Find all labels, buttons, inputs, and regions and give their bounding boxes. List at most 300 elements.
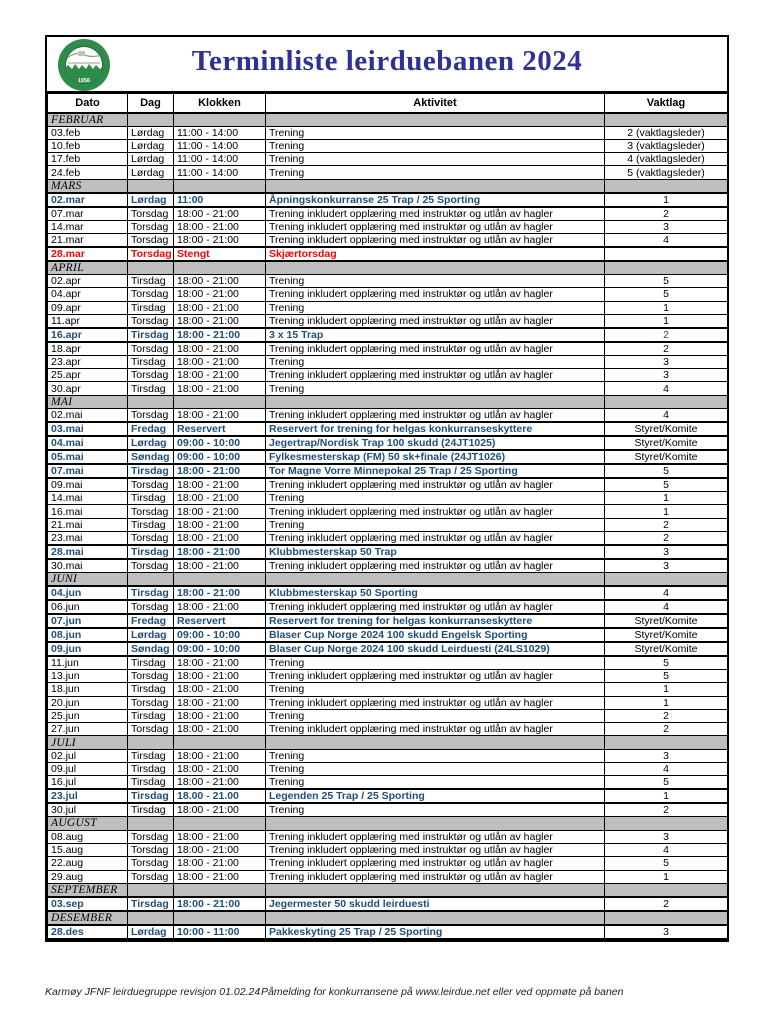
cell-dato: 23.mai [48, 531, 128, 545]
cell-dag: Lørdag [128, 925, 174, 939]
cell-vaktlag: 1 [605, 492, 728, 505]
cell-aktivitet: Trening inkludert opplæring med instruktør og utlån av hagler [266, 696, 605, 709]
cell-aktivitet: 3 x 15 Trap [266, 328, 605, 342]
schedule-table [47, 93, 728, 940]
cell-klokken: 18:00 - 21:00 [174, 776, 266, 790]
cell-dato: 03.feb [48, 126, 128, 139]
cell-klokken: 18:00 - 21:00 [174, 709, 266, 722]
cell-vaktlag: 5 [605, 274, 728, 287]
cell-dato: 09.mai [48, 478, 128, 492]
cell-vaktlag: 5 (vaktlagsleder) [605, 166, 728, 179]
schedule-row [48, 709, 728, 722]
cell-aktivitet: Trening [266, 166, 605, 179]
month-empty-cell [128, 261, 174, 275]
schedule-row [48, 193, 728, 207]
cell-klokken: 18:00 - 21:00 [174, 478, 266, 492]
cell-aktivitet: Trening inkludert opplæring med instruktør og utlån av hagler [266, 559, 605, 573]
schedule-row [48, 288, 728, 301]
schedule-row [48, 233, 728, 247]
cell-vaktlag: 3 [605, 830, 728, 843]
month-empty-cell [128, 911, 174, 925]
cell-klokken: 18:00 - 21:00 [174, 382, 266, 395]
cell-dag: Tirsdag [128, 492, 174, 505]
cell-dag: Fredag [128, 422, 174, 436]
cell-vaktlag: 4 [605, 382, 728, 395]
cell-aktivitet: Trening inkludert opplæring med instruktør og utlån av hagler [266, 409, 605, 423]
cell-klokken: 18:00 - 21:00 [174, 492, 266, 505]
cell-dato: 14.mai [48, 492, 128, 505]
cell-dato: 29.aug [48, 870, 128, 883]
cell-aktivitet: Trening inkludert opplæring med instruktør og utlån av hagler [266, 233, 605, 247]
cell-dag: Torsdag [128, 600, 174, 614]
schedule-row [48, 518, 728, 531]
cell-dag: Tirsdag [128, 274, 174, 287]
col-header-aktivitet: Aktivitet [266, 94, 605, 113]
cell-dag: Torsdag [128, 559, 174, 573]
schedule-row [48, 422, 728, 436]
cell-dag: Torsdag [128, 409, 174, 423]
cell-dato: 02.mar [48, 193, 128, 207]
cell-klokken: 18:00 - 21:00 [174, 870, 266, 883]
cell-aktivitet: Reservert for trening for helgas konkurranseskyttere [266, 422, 605, 436]
cell-aktivitet: Åpningskonkurranse 25 Trap / 25 Sporting [266, 193, 605, 207]
cell-vaktlag: 2 [605, 709, 728, 722]
cell-vaktlag: 3 [605, 925, 728, 939]
month-empty-cell [128, 113, 174, 127]
cell-vaktlag: 1 [605, 314, 728, 328]
cell-klokken: 18:00 - 21:00 [174, 505, 266, 518]
schedule-row [48, 545, 728, 559]
cell-dato: 07.mar [48, 207, 128, 221]
cell-aktivitet: Trening [266, 153, 605, 166]
month-empty-cell [605, 395, 728, 408]
cell-dag: Tirsdag [128, 382, 174, 395]
schedule-row [48, 207, 728, 221]
schedule-row [48, 531, 728, 545]
cell-vaktlag: 2 [605, 518, 728, 531]
schedule-row [48, 669, 728, 682]
cell-aktivitet: Trening [266, 274, 605, 287]
cell-aktivitet: Blaser Cup Norge 2024 100 skudd Engelsk Sporting [266, 628, 605, 642]
cell-klokken: 18:00 - 21:00 [174, 328, 266, 342]
schedule-row [48, 247, 728, 261]
month-empty-cell [174, 395, 266, 408]
cell-dato: 07.mai [48, 464, 128, 478]
schedule-row [48, 600, 728, 614]
cell-dag: Torsdag [128, 314, 174, 328]
month-label: JULI [48, 736, 128, 749]
cell-vaktlag: 5 [605, 857, 728, 870]
cell-dato: 21.mai [48, 518, 128, 531]
cell-vaktlag: 1 [605, 683, 728, 696]
cell-klokken: 18:00 - 21:00 [174, 669, 266, 682]
month-label: MAI [48, 395, 128, 408]
cell-dato: 06.jun [48, 600, 128, 614]
cell-aktivitet: Trening [266, 492, 605, 505]
cell-dag: Torsdag [128, 288, 174, 301]
cell-aktivitet: Reservert for trening for helgas konkurranseskyttere [266, 614, 605, 628]
cell-dato: 23.apr [48, 355, 128, 368]
cell-dag: Torsdag [128, 369, 174, 382]
month-empty-cell [605, 817, 728, 830]
cell-aktivitet: Trening inkludert opplæring med instruktør og utlån av hagler [266, 843, 605, 856]
cell-aktivitet: Trening [266, 518, 605, 531]
cell-vaktlag: 4 (vaktlagsleder) [605, 153, 728, 166]
schedule-row [48, 614, 728, 628]
cell-klokken: 18:00 - 21:00 [174, 464, 266, 478]
cell-aktivitet: Trening inkludert opplæring med instruktør og utlån av hagler [266, 288, 605, 301]
cell-dag: Lørdag [128, 193, 174, 207]
schedule-row [48, 409, 728, 423]
schedule-row [48, 314, 728, 328]
cell-aktivitet: Trening inkludert opplæring med instruktør og utlån av hagler [266, 478, 605, 492]
cell-aktivitet: Trening [266, 382, 605, 395]
cell-aktivitet: Blaser Cup Norge 2024 100 skudd Leirduesti (24LS1029) [266, 642, 605, 656]
cell-klokken: 18:00 - 21:00 [174, 233, 266, 247]
cell-aktivitet: Klubbmesterskap 50 Trap [266, 545, 605, 559]
title-bar [47, 37, 727, 93]
cell-aktivitet: Fylkesmesterskap (FM) 50 sk+finale (24JT1026) [266, 450, 605, 464]
cell-klokken: 09:00 - 10:00 [174, 436, 266, 450]
cell-klokken: 18:00 - 21:00 [174, 600, 266, 614]
cell-aktivitet: Trening inkludert opplæring med instruktør og utlån av hagler [266, 830, 605, 843]
cell-dato: 08.jun [48, 628, 128, 642]
cell-dato: 02.mai [48, 409, 128, 423]
cell-vaktlag: 4 [605, 233, 728, 247]
cell-vaktlag: 1 [605, 696, 728, 709]
month-header-row [48, 572, 728, 586]
cell-klokken: 18:00 - 21:00 [174, 897, 266, 911]
cell-dato: 28.mai [48, 545, 128, 559]
month-empty-cell [605, 261, 728, 275]
cell-dag: Torsdag [128, 207, 174, 221]
schedule-row [48, 642, 728, 656]
schedule-row [48, 126, 728, 139]
cell-dag: Lørdag [128, 628, 174, 642]
cell-aktivitet: Trening inkludert opplæring med instruktør og utlån av hagler [266, 857, 605, 870]
cell-dato: 04.apr [48, 288, 128, 301]
schedule-row [48, 301, 728, 314]
month-empty-cell [605, 883, 728, 897]
cell-dato: 30.apr [48, 382, 128, 395]
cell-aktivitet: Trening inkludert opplæring med instruktør og utlån av hagler [266, 314, 605, 328]
month-label: JUNI [48, 572, 128, 586]
schedule-body [48, 113, 728, 939]
month-empty-cell [266, 113, 605, 127]
cell-vaktlag: 5 [605, 669, 728, 682]
month-empty-cell [128, 572, 174, 586]
month-label: DESEMBER [48, 911, 128, 925]
cell-vaktlag: 1 [605, 789, 728, 803]
cell-klokken: 18:00 - 21:00 [174, 763, 266, 776]
cell-dato: 14.mar [48, 220, 128, 233]
schedule-row [48, 749, 728, 762]
cell-vaktlag: 5 [605, 464, 728, 478]
page-title: Terminliste leirduebanen 2024 [191, 45, 583, 77]
schedule-sheet [45, 35, 729, 942]
month-header-row [48, 113, 728, 127]
cell-aktivitet: Skjærtorsdag [266, 247, 605, 261]
cell-vaktlag: 3 [605, 369, 728, 382]
schedule-row [48, 628, 728, 642]
month-empty-cell [128, 883, 174, 897]
cell-dag: Torsdag [128, 531, 174, 545]
cell-dato: 16.apr [48, 328, 128, 342]
cell-klokken: 09:00 - 10:00 [174, 642, 266, 656]
cell-dag: Lørdag [128, 153, 174, 166]
cell-dag: Torsdag [128, 669, 174, 682]
schedule-row [48, 505, 728, 518]
schedule-row [48, 776, 728, 790]
month-empty-cell [266, 572, 605, 586]
cell-dato: 11.apr [48, 314, 128, 328]
cell-aktivitet: Klubbmesterskap 50 Sporting [266, 586, 605, 600]
month-empty-cell [128, 817, 174, 830]
schedule-row [48, 683, 728, 696]
cell-vaktlag: Styret/Komite [605, 436, 728, 450]
month-header-row [48, 883, 728, 897]
cell-dag: Tirsdag [128, 683, 174, 696]
cell-klokken: Reservert [174, 614, 266, 628]
cell-aktivitet: Trening [266, 126, 605, 139]
month-empty-cell [266, 817, 605, 830]
cell-aktivitet: Trening inkludert opplæring med instruktør og utlån av hagler [266, 870, 605, 883]
cell-aktivitet: Jegertrap/Nordisk Trap 100 skudd (24JT1025) [266, 436, 605, 450]
cell-vaktlag: 2 [605, 328, 728, 342]
cell-dato: 08.aug [48, 830, 128, 843]
month-empty-cell [174, 572, 266, 586]
cell-dag: Tirsdag [128, 897, 174, 911]
month-label: SEPTEMBER [48, 883, 128, 897]
schedule-row [48, 328, 728, 342]
cell-dato: 03.sep [48, 897, 128, 911]
cell-vaktlag: 1 [605, 870, 728, 883]
month-header-row [48, 395, 728, 408]
cell-dag: Torsdag [128, 247, 174, 261]
cell-dag: Tirsdag [128, 709, 174, 722]
cell-klokken: 18:00 - 21:00 [174, 531, 266, 545]
month-empty-cell [605, 113, 728, 127]
schedule-row [48, 153, 728, 166]
cell-dag: Torsdag [128, 220, 174, 233]
cell-aktivitet: Trening inkludert opplæring med instruktør og utlån av hagler [266, 600, 605, 614]
cell-klokken: 18:00 - 21:00 [174, 355, 266, 368]
cell-aktivitet: Trening inkludert opplæring med instruktør og utlån av hagler [266, 505, 605, 518]
cell-dag: Tirsdag [128, 355, 174, 368]
col-header-vaktlag: Vaktlag [605, 94, 728, 113]
cell-aktivitet: Trening inkludert opplæring med instruktør og utlån av hagler [266, 220, 605, 233]
month-empty-cell [266, 911, 605, 925]
cell-aktivitet: Trening [266, 301, 605, 314]
month-empty-cell [266, 395, 605, 408]
col-header-klokken: Klokken [174, 94, 266, 113]
cell-dato: 20.jun [48, 696, 128, 709]
cell-dato: 30.mai [48, 559, 128, 573]
month-header-row [48, 261, 728, 275]
schedule-row [48, 492, 728, 505]
cell-klokken: 18:00 - 21:00 [174, 656, 266, 670]
cell-dato: 18.apr [48, 342, 128, 356]
cell-vaktlag: 1 [605, 301, 728, 314]
cell-dato: 02.jul [48, 749, 128, 762]
cell-klokken: Reservert [174, 422, 266, 436]
month-empty-cell [174, 883, 266, 897]
col-header-dato: Dato [48, 94, 128, 113]
cell-klokken: 18:00 - 21:00 [174, 518, 266, 531]
cell-klokken: 18:00 - 21:00 [174, 220, 266, 233]
schedule-row [48, 763, 728, 776]
cell-vaktlag: 4 [605, 600, 728, 614]
cell-aktivitet: Trening [266, 139, 605, 152]
cell-dato: 09.jul [48, 763, 128, 776]
cell-dato: 21.mar [48, 233, 128, 247]
cell-vaktlag: 2 [605, 207, 728, 221]
cell-klokken: 18:00 - 21:00 [174, 843, 266, 856]
cell-dato: 18.jun [48, 683, 128, 696]
schedule-row [48, 870, 728, 883]
cell-klokken: 18:00 - 21:00 [174, 207, 266, 221]
cell-klokken: 18.00 - 21.00 [174, 789, 266, 803]
cell-klokken: 18:00 - 21:00 [174, 409, 266, 423]
cell-dato: 09.apr [48, 301, 128, 314]
schedule-row [48, 139, 728, 152]
schedule-row [48, 843, 728, 856]
cell-dato: 27.jun [48, 723, 128, 736]
cell-vaktlag: 4 [605, 409, 728, 423]
cell-dag: Tirsdag [128, 763, 174, 776]
cell-dag: Lørdag [128, 436, 174, 450]
cell-vaktlag [605, 247, 728, 261]
cell-dato: 17.feb [48, 153, 128, 166]
col-header-dag: Dag [128, 94, 174, 113]
schedule-row [48, 369, 728, 382]
cell-dag: Tirsdag [128, 545, 174, 559]
cell-vaktlag: 3 [605, 545, 728, 559]
cell-dag: Tirsdag [128, 328, 174, 342]
cell-dag: Tirsdag [128, 301, 174, 314]
month-header-row [48, 736, 728, 749]
schedule-row [48, 464, 728, 478]
cell-aktivitet: Trening inkludert opplæring med instruktør og utlån av hagler [266, 342, 605, 356]
month-empty-cell [605, 179, 728, 193]
schedule-row [48, 656, 728, 670]
cell-dato: 03.mai [48, 422, 128, 436]
month-header-row [48, 911, 728, 925]
cell-dato: 13.jun [48, 669, 128, 682]
month-empty-cell [174, 179, 266, 193]
footer-signup-note: Påmelding for konkurransene på www.leirdue.net eller ved oppmøte på banen [261, 986, 624, 998]
cell-dag: Tirsdag [128, 464, 174, 478]
cell-vaktlag: 2 [605, 723, 728, 736]
cell-aktivitet: Trening [266, 776, 605, 790]
cell-aktivitet: Trening inkludert opplæring med instruktør og utlån av hagler [266, 531, 605, 545]
cell-klokken: 18:00 - 21:00 [174, 274, 266, 287]
cell-dato: 05.mai [48, 450, 128, 464]
schedule-row [48, 830, 728, 843]
cell-klokken: 18:00 - 21:00 [174, 803, 266, 817]
cell-vaktlag: 2 [605, 342, 728, 356]
cell-aktivitet: Trening [266, 709, 605, 722]
cell-aktivitet: Trening inkludert opplæring med instruktør og utlån av hagler [266, 669, 605, 682]
cell-dato: 15.aug [48, 843, 128, 856]
cell-klokken: 18:00 - 21:00 [174, 342, 266, 356]
schedule-row [48, 857, 728, 870]
cell-klokken: 11:00 - 14:00 [174, 139, 266, 152]
cell-vaktlag: 3 [605, 749, 728, 762]
cell-klokken: 18:00 - 21:00 [174, 586, 266, 600]
cell-klokken: 10:00 - 11:00 [174, 925, 266, 939]
cell-dato: 25.apr [48, 369, 128, 382]
cell-klokken: 18:00 - 21:00 [174, 749, 266, 762]
cell-vaktlag: Styret/Komite [605, 422, 728, 436]
month-header-row [48, 817, 728, 830]
schedule-row [48, 382, 728, 395]
cell-klokken: 18:00 - 21:00 [174, 314, 266, 328]
schedule-row [48, 559, 728, 573]
schedule-row [48, 220, 728, 233]
cell-dag: Tirsdag [128, 586, 174, 600]
cell-dato: 25.jun [48, 709, 128, 722]
cell-aktivitet: Pakkeskyting 25 Trap / 25 Sporting [266, 925, 605, 939]
schedule-row [48, 436, 728, 450]
month-label: AUGUST [48, 817, 128, 830]
cell-dag: Torsdag [128, 723, 174, 736]
cell-dag: Tirsdag [128, 518, 174, 531]
cell-dato: 16.jul [48, 776, 128, 790]
schedule-row [48, 897, 728, 911]
cell-dag: Torsdag [128, 870, 174, 883]
footer [45, 986, 729, 998]
month-label: FEBRUAR [48, 113, 128, 127]
cell-aktivitet: Legenden 25 Trap / 25 Sporting [266, 789, 605, 803]
cell-vaktlag: 4 [605, 586, 728, 600]
month-header-row [48, 179, 728, 193]
cell-klokken: 11:00 [174, 193, 266, 207]
cell-klokken: 11:00 - 14:00 [174, 153, 266, 166]
cell-klokken: 18:00 - 21:00 [174, 301, 266, 314]
cell-klokken: 11:00 - 14:00 [174, 126, 266, 139]
cell-vaktlag: 5 [605, 478, 728, 492]
cell-aktivitet: Trening [266, 656, 605, 670]
column-header-row [48, 94, 728, 113]
schedule-row [48, 789, 728, 803]
month-empty-cell [266, 179, 605, 193]
schedule-row [48, 696, 728, 709]
cell-klokken: 18:00 - 21:00 [174, 559, 266, 573]
month-empty-cell [174, 736, 266, 749]
cell-dato: 07.jun [48, 614, 128, 628]
cell-vaktlag: 2 [605, 897, 728, 911]
cell-dato: 30.jul [48, 803, 128, 817]
month-empty-cell [128, 736, 174, 749]
cell-vaktlag: 4 [605, 843, 728, 856]
cell-klokken: 18:00 - 21:00 [174, 369, 266, 382]
schedule-row [48, 355, 728, 368]
cell-klokken: 18:00 - 21:00 [174, 723, 266, 736]
cell-dag: Torsdag [128, 342, 174, 356]
cell-dag: Torsdag [128, 233, 174, 247]
cell-aktivitet: Trening [266, 683, 605, 696]
cell-dato: 24.feb [48, 166, 128, 179]
cell-dato: 16.mai [48, 505, 128, 518]
cell-aktivitet: Trening [266, 749, 605, 762]
month-empty-cell [266, 736, 605, 749]
schedule-row [48, 342, 728, 356]
cell-aktivitet: Trening [266, 803, 605, 817]
schedule-row [48, 723, 728, 736]
cell-aktivitet: Trening [266, 763, 605, 776]
cell-vaktlag: 1 [605, 505, 728, 518]
